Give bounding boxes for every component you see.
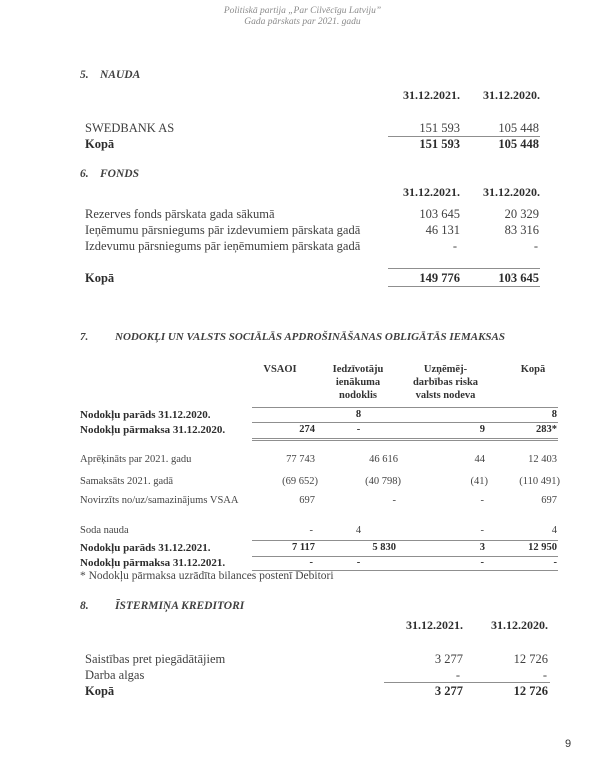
section-7-col-total: Kopā [520, 364, 546, 375]
section-8-title [80, 600, 244, 612]
section-7-cell: 8 [355, 409, 362, 420]
section-7-cell: (110 491) [519, 476, 560, 487]
section-8-row-label: Saistības pret piegādātājiem [85, 652, 226, 666]
section-7-cell: (40 798) [365, 476, 401, 487]
section-6-total-2021: 149 776 [419, 271, 460, 285]
section-7-cell: (69 652) [282, 476, 318, 487]
section-7-cell: - [309, 525, 313, 536]
section-7-cell: 4 [551, 525, 557, 536]
section-7-title [80, 331, 505, 343]
section-6-row-2021: 103 645 [419, 207, 460, 221]
section-5-row-2021: 151 593 [419, 121, 460, 135]
section-6-row-2020: 20 329 [504, 207, 539, 221]
section-7-cell: - [553, 557, 557, 568]
section-6-name: FONDS [100, 168, 139, 180]
section-7-cell: 9 [479, 424, 485, 435]
section-6-col-2020: 31.12.2020. [483, 185, 540, 199]
section-6-divider-top [388, 268, 540, 269]
section-7-col-iin: Iedzīvotāju ienākuma nodoklis [332, 364, 384, 401]
section-8-row-2020: 12 726 [513, 652, 548, 666]
section-7-cell: - [392, 495, 396, 506]
section-7-footnote: * Nodokļu pārmaksa uzrādīta bilances postenī Debitori [80, 570, 334, 582]
section-8-total-label: Kopā [85, 684, 115, 698]
section-7-divider [252, 422, 558, 423]
section-5-name: NAUDA [100, 69, 141, 81]
section-7-cell: 5 830 [372, 542, 396, 553]
section-7-cell: 3 [479, 542, 485, 553]
section-8-total-2020: 12 726 [513, 684, 548, 698]
section-7-row-label: Nodokļu pārmaksa 31.12.2021. [80, 557, 226, 569]
section-5-row-2020: 105 448 [498, 121, 539, 135]
section-6-number: 6. [80, 168, 89, 180]
section-8-col-2020: 31.12.2020. [491, 618, 548, 632]
section-8-row-2020: - [542, 668, 547, 682]
section-7-row-label: Novirzīts no/uz/samazinājums VSAA [80, 495, 239, 506]
section-5-title [80, 69, 140, 81]
section-7-cell: - [356, 424, 361, 435]
section-5-total-label: Kopā [85, 137, 115, 151]
section-7-cell: (41) [470, 476, 488, 487]
section-6-divider-bottom [388, 286, 540, 287]
section-8-total-2021: 3 277 [434, 684, 463, 698]
page-number: 9 [565, 738, 572, 750]
section-7-col-vsaoi: VSAOI [263, 364, 297, 375]
section-7-col-urvn: Uzņēmēj- darbības riska valsts nodeva [412, 364, 479, 401]
section-7-cell: 697 [299, 495, 315, 506]
section-6-total-label: Kopā [85, 271, 115, 285]
section-7-cell: 44 [474, 454, 485, 465]
section-6-title [80, 168, 139, 180]
section-5-row-label: SWEDBANK AS [85, 121, 175, 135]
section-8-number: 8. [80, 600, 89, 612]
section-7-cell: 8 [551, 409, 557, 420]
section-7-header-divider [252, 407, 558, 408]
section-6-row-label: Rezerves fonds pārskata gada sākumā [85, 207, 275, 221]
section-7-divider [252, 540, 558, 541]
section-6-row-2021: - [452, 239, 457, 253]
section-7-row-label: Nodokļu parāds 31.12.2021. [80, 542, 211, 554]
section-7-cell: 12 403 [528, 454, 557, 465]
section-6-total-2020: 103 645 [498, 271, 539, 285]
section-6-row-label: Ieņēmumu pārsniegums pār izdevumiem pārskata gadā [85, 223, 361, 237]
section-6-row-label: Izdevumu pārsniegums pār ieņēmumiem pārskata gadā [85, 239, 361, 253]
section-5-total-2021: 151 593 [419, 137, 460, 151]
section-6-row-2020: - [533, 239, 538, 253]
section-6-col-2021: 31.12.2021. [403, 185, 460, 199]
section-8-row-2021: 3 277 [434, 652, 463, 666]
section-5-total-2020: 105 448 [498, 137, 539, 151]
section-6-row-2020: 83 316 [504, 223, 539, 237]
section-7-row-label: Aprēķināts par 2021. gadu [80, 454, 192, 465]
document-header-report: Gada pārskats par 2021. gadu [244, 17, 361, 27]
section-7-number: 7. [80, 331, 89, 343]
section-7-cell: 697 [541, 495, 557, 506]
section-8-row-label: Darba algas [85, 668, 145, 682]
section-7-cell: 12 950 [528, 542, 557, 553]
section-5-col-2020: 31.12.2020. [483, 88, 540, 102]
section-7-divider [252, 438, 558, 439]
section-5-col-2021: 31.12.2021. [403, 88, 460, 102]
section-7-cell: - [309, 557, 313, 568]
section-7-cell: - [480, 525, 484, 536]
section-7-cell: 283* [536, 424, 557, 435]
section-7-cell: - [356, 557, 361, 568]
section-7-row-label: Soda nauda [80, 525, 129, 536]
section-7-name: NODOKĻI UN VALSTS SOCIĀLĀS APDROŠINĀŠANAS OBLIGĀTĀS IEMAKSAS [115, 331, 506, 343]
section-8-row-2021: - [455, 668, 460, 682]
section-7-row-label: Nodokļu pārmaksa 31.12.2020. [80, 424, 226, 436]
section-5-number: 5. [80, 69, 89, 81]
section-7-cell: - [480, 557, 484, 568]
section-8-divider [384, 682, 550, 683]
section-7-cell: 7 117 [291, 542, 315, 553]
section-7-cell: 4 [355, 525, 362, 536]
section-7-cell: 77 743 [286, 454, 315, 465]
section-7-cell: 274 [299, 424, 315, 435]
section-8-name: ĪSTERMIŅA KREDITORI [115, 600, 245, 612]
section-6-row-2021: 46 131 [425, 223, 460, 237]
section-7-cell: 46 616 [369, 454, 398, 465]
section-7-row-label: Nodokļu parāds 31.12.2020. [80, 409, 211, 421]
section-7-cell: - [480, 495, 484, 506]
document-header-party: Politiskā partija „Par Cilvēcīgu Latviju” [223, 6, 382, 16]
section-7-row-label: Samaksāts 2021. gadā [80, 476, 174, 487]
section-7-divider-double [252, 440, 558, 441]
section-8-col-2021: 31.12.2021. [406, 618, 463, 632]
